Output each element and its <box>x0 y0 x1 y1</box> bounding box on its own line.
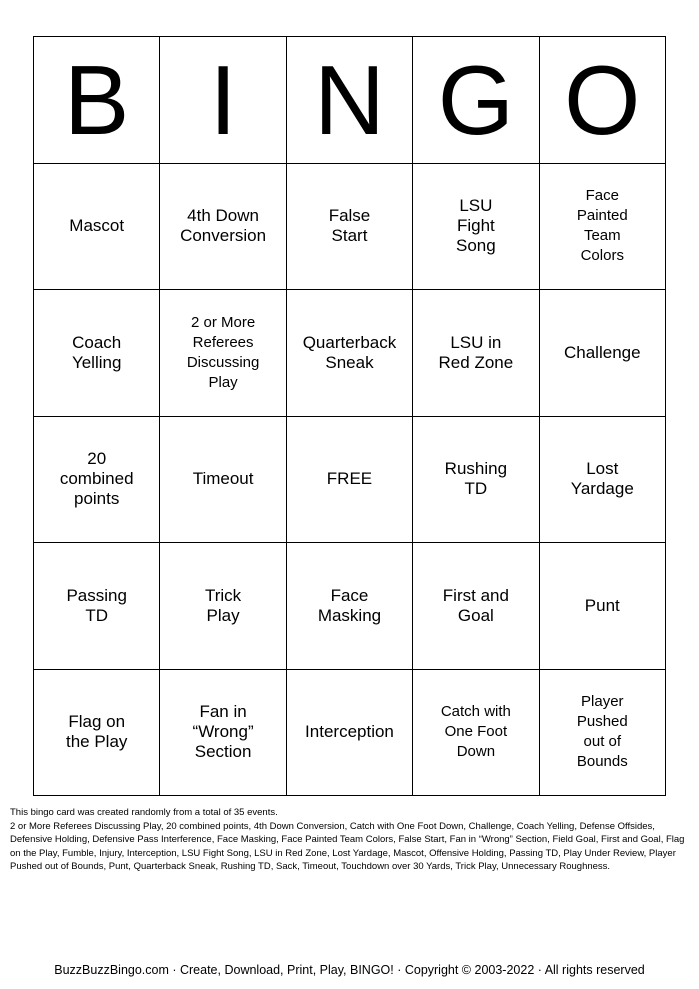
bingo-row <box>34 163 666 290</box>
bingo-row <box>34 669 666 796</box>
bingo-row <box>34 290 666 417</box>
bingo-cell: 2 or More Referees Discussing Play <box>160 290 286 417</box>
bingo-cell: Trick Play <box>160 543 286 670</box>
bingo-header-row <box>34 37 666 164</box>
bingo-cell: First and Goal <box>413 543 539 670</box>
bingo-cell: Timeout <box>160 416 286 543</box>
bingo-row <box>34 416 666 543</box>
bingo-cell: Coach Yelling <box>34 290 160 417</box>
bingo-cell: LSU Fight Song <box>413 163 539 290</box>
bingo-cell: Mascot <box>34 163 160 290</box>
bingo-cell: Challenge <box>539 290 665 417</box>
bingo-cell: LSU in Red Zone <box>413 290 539 417</box>
bingo-card <box>33 36 666 796</box>
card-info-events: 2 or More Referees Discussing Play, 20 combined points, 4th Down Conversion, Catch with One Foot Down, Challenge, Coach Yelling, Defense Offsides, Defensive Holding, Defensive Pass Interference, Face Masking, Face Painted Team Colors, False Start, Fan in “Wrong” Section, Field Goal, First and Goal, Flag on the Play, Fumble, Injury, Interception, LSU Fight Song, LSU in Red Zone, Lost Yardage, Mascot, Offensive Holding, Passing TD, Play Under Review, Player Pushed out of Bounds, Punt, Quarterback Sneak, Rushing TD, Sack, Timeout, Touchdown over 30 Yards, Trick Play, Unnecessary Roughness. <box>10 820 685 872</box>
bingo-cell: Rushing TD <box>413 416 539 543</box>
header-letter: G <box>413 37 539 164</box>
bingo-cell: Fan in “Wrong” Section <box>160 669 286 796</box>
bingo-cell: False Start <box>286 163 412 290</box>
bingo-cell: Punt <box>539 543 665 670</box>
bingo-cell: Flag on the Play <box>34 669 160 796</box>
bingo-cell: Lost Yardage <box>539 416 665 543</box>
bingo-cell: Face Masking <box>286 543 412 670</box>
bingo-cell: Quarterback Sneak <box>286 290 412 417</box>
header-letter: I <box>160 37 286 164</box>
bingo-cell: Passing TD <box>34 543 160 670</box>
header-letter: O <box>539 37 665 164</box>
bingo-cell: Interception <box>286 669 412 796</box>
card-info-summary: This bingo card was created randomly from a total of 35 events. <box>10 807 278 818</box>
bingo-cell: Catch with One Foot Down <box>413 669 539 796</box>
bingo-cell: Face Painted Team Colors <box>539 163 665 290</box>
bingo-row <box>34 543 666 670</box>
card-info <box>10 806 690 874</box>
bingo-cell-free: FREE <box>286 416 412 543</box>
header-letter: N <box>286 37 412 164</box>
footer: BuzzBuzzBingo.com · Create, Download, Print, Play, BINGO! · Copyright © 2003-2022 · All rights reserved <box>54 963 645 977</box>
bingo-cell: 20 combined points <box>34 416 160 543</box>
bingo-cell: 4th Down Conversion <box>160 163 286 290</box>
bingo-cell: Player Pushed out of Bounds <box>539 669 665 796</box>
header-letter: B <box>34 37 160 164</box>
